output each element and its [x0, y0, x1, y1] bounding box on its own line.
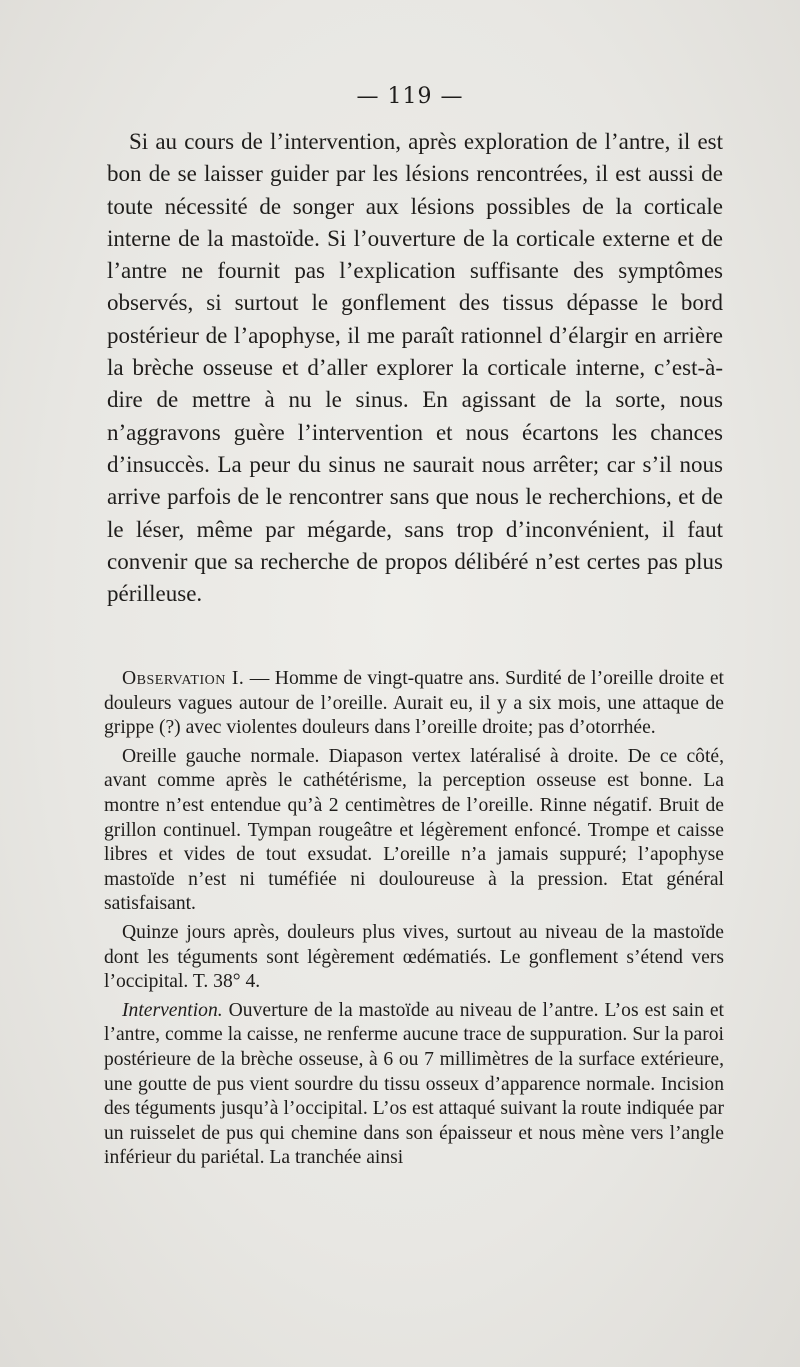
intervention-label: Intervention. [122, 999, 223, 1021]
intervention-paragraph [104, 999, 724, 1171]
observation-heading: Observation I. [122, 668, 245, 689]
main-text [107, 126, 723, 610]
observation-paragraph-3: Quinze jours après, douleurs plus vives, surtout au niveau de la mastoïde dont les téguments sont légèrement œdématiés. Le gonflement s’étend vers l’occipital. T. 38° 4. [104, 921, 724, 993]
observation-intro-text: — Homme de vingt-quatre ans. Surdité de l’oreille droite et douleurs vagues autour de l’oreille. Aurait eu, il y a six mois, une attaque de grippe (?) avec violentes douleurs dans l’oreille droite; pas d’otorrhée. [104, 668, 724, 739]
observation-paragraph-2: Oreille gauche normale. Diapason vertex latéralisé à droite. De ce côté, avant comme après le cathétérisme, la perception osseuse est bonne. La montre n’est entendue qu’à 2 centimètres de l’oreille. Rinne négatif. Bruit de grillon continuel. Tympan rougeâtre et légèrement enfoncé. Trompe et caisse libres et vides de tout exsudat. L’oreille n’a jamais suppuré; l’apophyse mastoïde n’est ni tuméfiée ni douloureuse à la pression. Etat général satisfaisant. [104, 745, 724, 915]
main-paragraph: Si au cours de l’intervention, après exploration de l’antre, il est bon de se laisser guider par les lésions rencontrées, il est aussi de toute nécessité de songer aux lésions possibles de la corticale interne de la mastoïde. Si l’ouverture de la corticale externe et de l’antre ne fournit pas l’explication suffisante des symptômes observés, si surtout le gonflement des tissus dépasse le bord postérieur de l’apophyse, il me paraît rationnel d’élargir en arrière la brèche osseuse et d’aller explorer la corticale interne, c’est-à-dire de mettre à nu le sinus. En agissant de la sorte, nous n’aggravons guère l’intervention et nous écartons les chances d’insuccès. La peur du sinus ne saurait nous arrêter; car s’il nous arrive parfois de le rencontrer sans que nous le recherchions, et de le léser, même par mégarde, sans trop d’inconvénient, il faut convenir que sa recherche de propos délibéré n’est certes pas plus périlleuse. [107, 129, 723, 607]
page-number: — 119 — [356, 84, 464, 109]
observation-intro-paragraph [104, 667, 724, 741]
intervention-text: Ouverture de la mastoïde au niveau de l’antre. L’os est sain et l’antre, comme la caisse, ne renferme aucune trace de suppuration. Sur la paroi postérieure de la brèche osseuse, à 6 ou 7 millimètres de la surface extérieure, une goutte de pus vient sourdre du tissu osseux d’apparence normale. Incision des téguments jusqu’à l’occipital. L’os est attaqué suivant la route indiquée par un ruisselet de pus qui chemine dans son épaisseur et nous mène vers l’angle inférieur du pariétal. La tranchée ainsi [104, 999, 724, 1169]
observation-section [104, 667, 724, 1175]
